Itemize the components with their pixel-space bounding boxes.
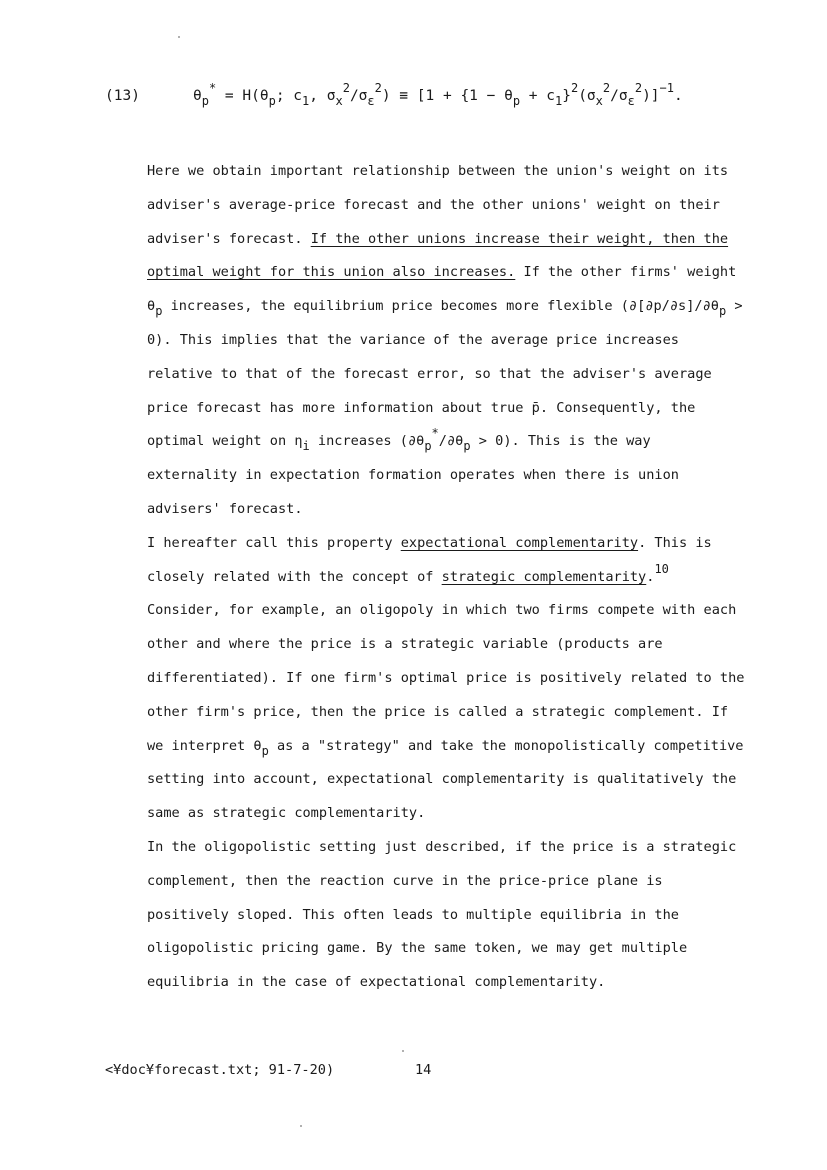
scan-speck <box>402 1050 404 1052</box>
body-text <box>105 155 745 1000</box>
paragraph-2-text: I hereafter call this property <box>147 534 393 551</box>
paragraph-2-text: . <box>646 568 655 585</box>
scan-speck <box>178 36 180 38</box>
paragraph-2-text: as a "strategy" and take the monopolistically competitive setting into account, expectational complementarity is qualitatively the same as strategic complementarity. <box>147 737 744 822</box>
page-number: 14 <box>415 1062 432 1078</box>
paragraph-2 <box>105 527 745 831</box>
paragraph-3-text: In the oligopolistic setting just described, if the price is a strategic complement, then the reaction curve in the price-price plane is positively sloped. This often leads to multiple equilibria in the oligopolistic pricing game. By the same token, we may get multiple equilibria in the case of expectational complementarity. <box>147 838 737 991</box>
paragraph-1 <box>105 155 745 527</box>
footer-source: <¥doc¥forecast.txt; 91-7-20) <box>105 1062 335 1078</box>
subscript: p <box>424 439 432 454</box>
paragraph-1-text: increases, the equilibrium price becomes more flexible (∂[∂p/∂s]/∂θ <box>162 298 719 315</box>
paragraph-1-sentence-1: Here we obtain important relationship between the union's weight on its adviser's average-price forecast and the other unions' weight on their adviser's forecast. <box>147 163 729 247</box>
paragraph-1-text: > 0). This is the way externality in expectation formation operates when there is union advisers' forecast. <box>147 433 679 517</box>
paragraph-1-text: increases (∂θ <box>309 433 425 450</box>
subscript: p <box>718 304 727 319</box>
paragraph-3 <box>105 831 745 1000</box>
underlined-claim: If the other unions increase their weight, then the optimal weight for this union also increases. <box>147 230 729 281</box>
subscript: i <box>302 439 310 454</box>
paragraph-2-text: Consider, for example, an oligopoly in which two firms compete with each other and where the price is a strategic variable (products are differentiated). If one firm's optimal price is positively related to the other firm's price, then the price is called a strategic complement. If we interpret θ <box>147 602 745 754</box>
paragraph-1-text: If the other firms' weight θ <box>147 264 737 315</box>
paragraph-1-text: > 0). This implies that the variance of the average price increases relative to that of the forecast error, so that the adviser's average price forecast has more information about true p̄. Consequently, the optimal weight on η <box>147 298 743 450</box>
scan-speck <box>300 1125 302 1127</box>
paragraph-1-text: /∂θ <box>438 433 464 450</box>
subscript: p <box>463 439 471 454</box>
equation-body: $\theta_p^* = H(\theta_p$; $c_1$, $\sigma_x^2/\sigma_\varepsilon^2) \equiv [1 + \{1 - \theta_p + c_1\}^2(\sigma_x^2/\sigma_\varepsilon^2)]^{-1}$. <box>193 81 683 108</box>
paragraph-2-text: . This is closely related with the concept of <box>147 534 712 585</box>
footnote-marker: 10 <box>654 561 669 576</box>
equation-number: (13) <box>105 88 140 104</box>
subscript: p <box>261 743 269 758</box>
subscript: p <box>155 304 163 319</box>
term-strategic-complementarity: strategic complementarity <box>441 568 647 585</box>
term-expectational-complementarity: expectational complementarity <box>400 534 639 551</box>
superscript: * <box>431 426 439 441</box>
